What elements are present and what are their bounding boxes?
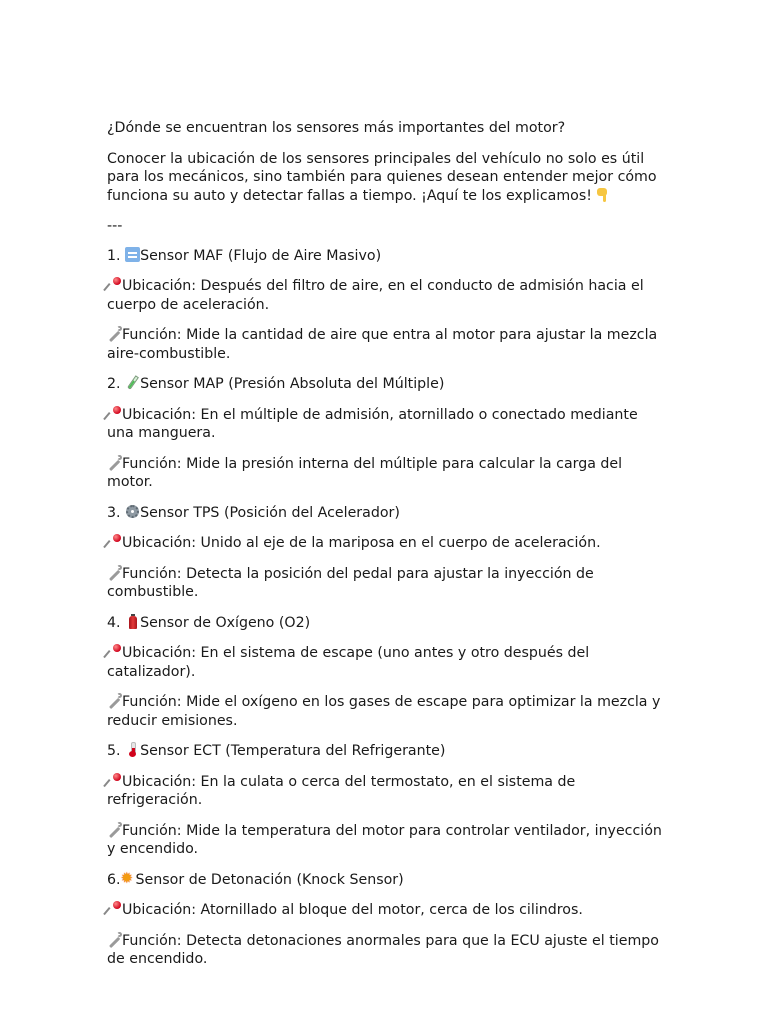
section-number: 1. [107,247,121,264]
section-number: 2. [107,376,121,392]
wrench-icon [107,565,122,580]
pointing-down-icon [595,188,609,203]
intro-text: Conocer la ubicación de los sensores principales del vehículo no solo es útil para los mecánicos, sino también para quienes desean entender mejor cómo funciona su auto y detectar fallas a tiempo. ¡Aquí te los explicamos! [107,150,657,204]
section-location [107,534,667,553]
location-text: Ubicación: Atornillado al bloque del motor, cerca de los cilindros. [122,902,583,918]
section-title-text: Sensor ECT (Temperatura del Refrigerante) [140,743,446,759]
section-location [107,644,667,681]
test-tube-icon [125,375,140,390]
document-body [107,119,667,981]
section-function [107,822,667,859]
function-text: Función: Detecta la posición del pedal para ajustar la inyección de combustible. [107,565,594,600]
section-title-text: Sensor TPS (Posición del Acelerador) [140,504,400,521]
location-text: Ubicación: En el múltiple de admisión, atornillado o conectado mediante una manguera. [107,406,638,441]
section-title [107,742,667,761]
pushpin-icon [107,644,122,659]
section-function [107,932,667,969]
section-function [107,455,667,492]
wrench-icon [107,326,122,341]
section-number: 3. [107,504,121,521]
section-function [107,693,667,730]
pushpin-icon [107,406,122,421]
location-text: Ubicación: Después del filtro de aire, en el conducto de admisión hacia el cuerpo de aceleración. [107,278,644,313]
location-text: Ubicación: En el sistema de escape (uno antes y otro después del catalizador). [107,645,590,680]
function-text: Función: Mide el oxígeno en los gases de escape para optimizar la mezcla y reducir emisiones. [107,694,661,729]
section-location [107,406,667,443]
section-title-text: Sensor de Oxígeno (O2) [140,614,311,631]
pushpin-icon [107,773,122,788]
section-title [107,614,667,633]
section-function [107,565,667,602]
function-text: Función: Mide la presión interna del múltiple para calcular la carga del motor. [107,455,623,490]
red-cylinder-icon [125,614,140,629]
section-title-text: Sensor MAP (Presión Absoluta del Múltiple) [140,376,445,392]
wind-icon [125,247,140,262]
section-title-text: Sensor MAF (Flujo de Aire Masivo) [140,247,382,264]
location-text: Ubicación: Unido al eje de la mariposa en el cuerpo de aceleración. [122,535,601,551]
section-location [107,901,667,920]
section-number: 6. [107,871,121,888]
section-title [107,871,667,890]
intro-paragraph [107,150,667,206]
section-location [107,773,667,810]
pushpin-icon [107,901,122,916]
location-text: Ubicación: En la culata o cerca del termostato, en el sistema de refrigeración. [107,773,576,808]
section-function [107,326,667,363]
section-title [107,504,667,523]
section-number: 5. [107,743,121,759]
function-text: Función: Mide la temperatura del motor para controlar ventilador, inyección y encendido. [107,822,662,857]
separator: --- [107,218,123,234]
section-location [107,277,667,314]
section-title [107,247,667,266]
gear-icon [125,504,140,519]
wrench-icon [107,822,122,837]
thermometer-icon [125,742,140,757]
section-title-text: Sensor de Detonación (Knock Sensor) [135,871,404,888]
wrench-icon [107,932,122,947]
pushpin-icon [107,534,122,549]
wrench-icon [107,693,122,708]
document-heading: ¿Dónde se encuentran los sensores más importantes del motor? [107,120,566,136]
collision-icon [121,871,136,886]
pushpin-icon [107,277,122,292]
function-text: Función: Mide la cantidad de aire que entra al motor para ajustar la mezcla aire-combustible. [107,327,658,362]
section-title [107,375,667,394]
section-number: 4. [107,614,121,631]
wrench-icon [107,455,122,470]
function-text: Función: Detecta detonaciones anormales para que la ECU ajuste el tiempo de encendido. [107,932,659,967]
